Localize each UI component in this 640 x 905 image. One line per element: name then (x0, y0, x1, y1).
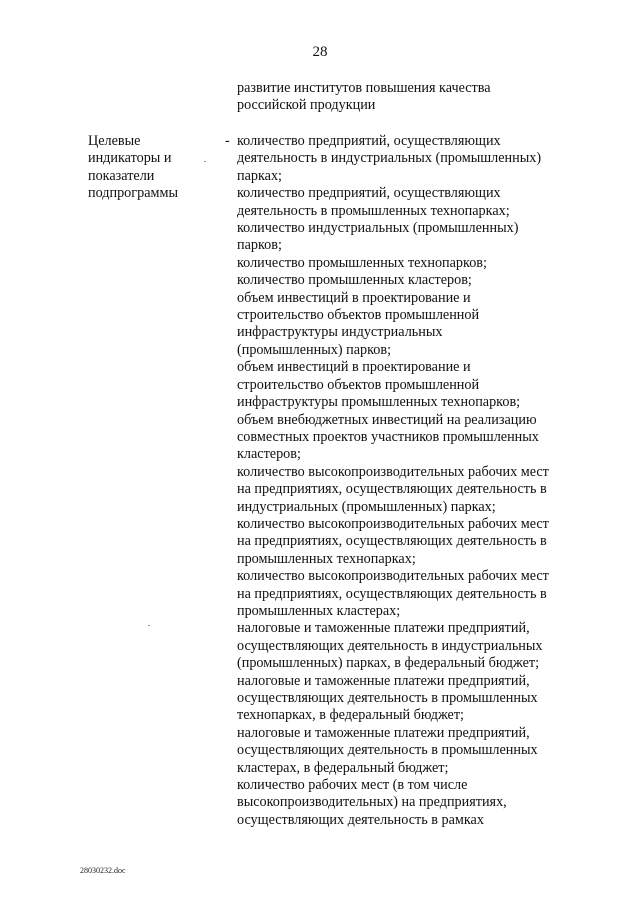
intro-line: российской продукции (237, 97, 376, 114)
section-label-line: показатели (88, 167, 155, 184)
indicator-line: осуществляющих деятельность в индустриальных (237, 637, 543, 654)
indicator-line: осуществляющих деятельность в рамках (237, 811, 484, 828)
indicator-list (237, 133, 587, 829)
document-filename: 28030232.doc (80, 866, 126, 875)
indicator-line: инфраструктуры индустриальных (237, 324, 443, 341)
scan-speck (148, 625, 150, 626)
intro-line: развитие институтов повышения качества (237, 80, 491, 96)
section-label-line: Целевые (88, 133, 141, 149)
indicator-line: объем внебюджетных инвестиций на реализацию (237, 411, 537, 428)
indicator-line: количество промышленных кластеров; (237, 272, 472, 289)
indicator-line: индустриальных (промышленных) парках; (237, 498, 496, 515)
indicator-line: налоговые и таможенные платежи предприятий, (237, 672, 530, 689)
indicator-line: парков; (237, 237, 282, 254)
indicator-line: на предприятиях, осуществляющих деятельность в (237, 481, 547, 498)
indicator-line: количество высокопроизводительных рабочих мест (237, 463, 549, 480)
indicator-line: налоговые и таможенные платежи предприятий, (237, 620, 530, 637)
indicator-line: на предприятиях, осуществляющих деятельность в (237, 533, 547, 550)
indicator-line: кластерах, в федеральный бюджет; (237, 759, 449, 776)
indicator-line: деятельность в индустриальных (промышленных) (237, 150, 542, 167)
indicator-line: осуществляющих деятельность в промышленных (237, 690, 538, 706)
indicator-line: промышленных кластерах; (237, 602, 401, 619)
indicator-line: количество предприятий, осуществляющих (237, 185, 501, 202)
section-label (88, 133, 218, 203)
section-label-line: индикаторы и (88, 150, 172, 167)
list-dash: - (225, 133, 230, 149)
indicator-line: объем инвестиций в проектирование и (237, 359, 471, 376)
indicator-line: количество высокопроизводительных рабочих мест (237, 515, 549, 532)
indicator-line: парках; (237, 167, 282, 184)
indicator-line: деятельность в промышленных технопарках; (237, 202, 510, 219)
indicator-line: количество промышленных технопарков; (237, 254, 487, 271)
scan-speck (204, 161, 206, 162)
indicator-line: инфраструктуры промышленных технопарков; (237, 394, 521, 411)
indicator-line: (промышленных) парков; (237, 341, 392, 358)
indicator-line: высокопроизводительных) на предприятиях, (237, 794, 507, 811)
indicator-line: промышленных технопарках; (237, 550, 416, 567)
indicator-line: кластеров; (237, 446, 301, 463)
indicator-line: (промышленных) парках, в федеральный бюджет; (237, 655, 540, 672)
section-label-line: подпрограммы (88, 185, 178, 202)
indicator-line: строительство объектов промышленной (237, 307, 480, 324)
indicator-line: осуществляющих деятельность в промышленных (237, 742, 538, 759)
indicator-line: количество рабочих мест (в том числе (237, 777, 468, 794)
indicator-line: совместных проектов участников промышленных (237, 428, 539, 445)
indicator-line: на предприятиях, осуществляющих деятельность в (237, 585, 547, 602)
indicator-line: количество индустриальных (промышленных) (237, 220, 519, 237)
intro-text (237, 80, 577, 115)
indicator-line: количество высокопроизводительных рабочих мест (237, 568, 549, 585)
indicator-line: объем инвестиций в проектирование и (237, 289, 471, 306)
indicator-line: количество предприятий, осуществляющих (237, 133, 501, 149)
indicator-line: налоговые и таможенные платежи предприятий, (237, 724, 530, 741)
indicator-line: технопарках, в федеральный бюджет; (237, 707, 464, 724)
indicator-line: строительство объектов промышленной (237, 376, 480, 393)
page-number: 28 (312, 44, 328, 60)
